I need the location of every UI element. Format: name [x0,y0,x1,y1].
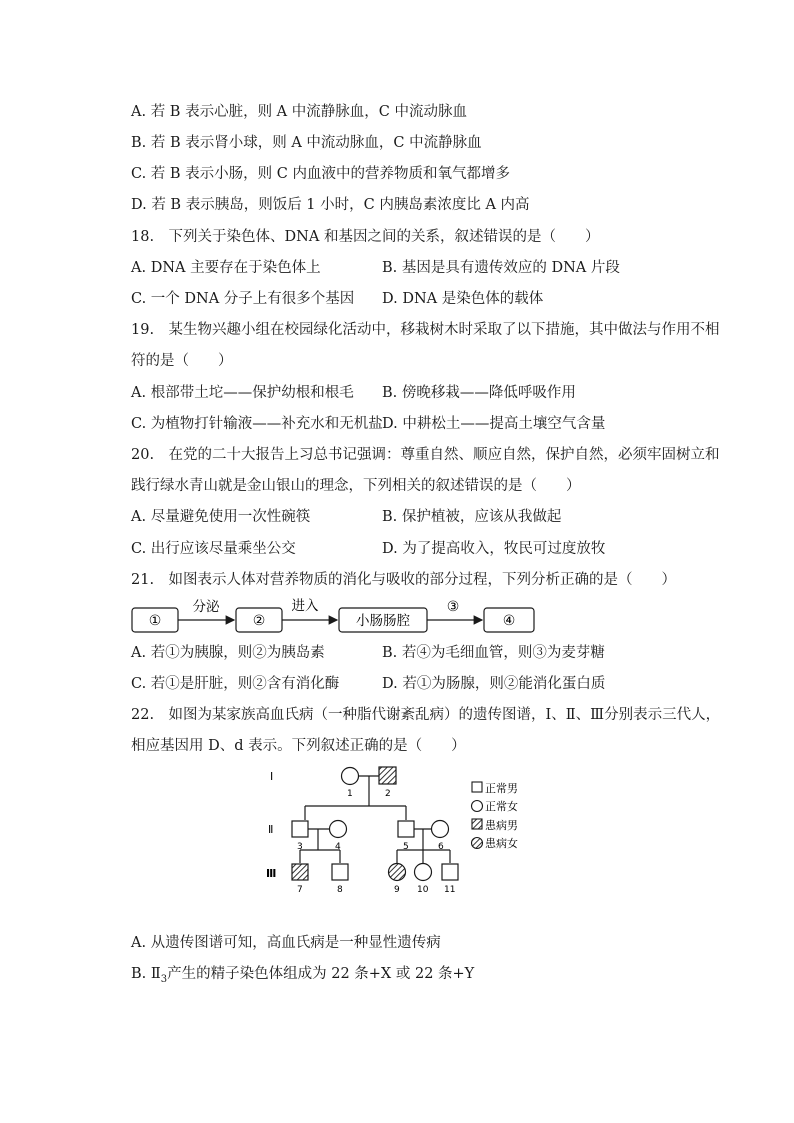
q19-option-b: B. 傍晚移栽——降低呼吸作用 [382,385,576,401]
q22-stem-line2: 相应基因用 D、d 表示。下列叙述正确的是（ ） [131,738,466,754]
q18-option-c: C. 一个 DNA 分子上有很多个基因 [131,291,355,307]
flow-box-3-label: 小肠肠腔 [356,613,410,629]
flow-arrow-1-label: 分泌 [192,599,220,615]
generation-label-1: Ⅰ [270,770,274,783]
individual-6-normal-female [432,821,449,838]
q20-option-a: A. 尽量避免使用一次性碗筷 [131,509,311,525]
q20-stem-line2: 践行绿水青山就是金山银山的理念，下列相关的叙述错误的是（ ） [131,478,581,494]
individual-4-normal-female [330,821,347,838]
individual-8-normal-male [332,864,348,880]
flow-box-4-label: ④ [502,613,516,629]
legend-normal-male-label: 正常男 [485,782,518,795]
q22-stem-line1: 22. 如图为某家族高血氏病（一种脂代谢紊乱病）的遗传图谱，Ⅰ、Ⅱ、Ⅲ分别表示三代人， [131,707,721,723]
individual-11-number: 11 [444,885,456,895]
q18-stem: 18. 下列关于染色体、DNA 和基因之间的关系，叙述错误的是（ ） [131,229,600,245]
individual-10-number: 10 [417,885,429,895]
digestion-flow-diagram [128,596,548,636]
individual-7-affected-male [292,864,308,880]
q20-option-b: B. 保护植被，应该从我做起 [382,509,562,525]
q19-option-a: A. 根部带土坨——保护幼根和根毛 [131,385,354,401]
individual-5-number: 5 [403,842,409,852]
q19-option-c: C. 为植物打针输液——补充水和无机盐 [131,416,383,432]
individual-7-number: 7 [297,885,303,895]
individual-10-normal-female [415,864,432,881]
individual-2-affected-male [379,767,396,784]
flow-arrow-3-label: ③ [446,599,460,615]
q18-option-a: A. DNA 主要存在于染色体上 [131,260,321,276]
q19-option-d: D. 中耕松土——提高土壤空气含量 [382,416,606,432]
generation-label-2: Ⅱ [268,823,274,836]
individual-3-normal-male [292,821,308,837]
q21-stem: 21. 如图表示人体对营养物质的消化与吸收的部分过程，下列分析正确的是（ ） [131,572,677,588]
individual-8-number: 8 [337,885,343,895]
legend-affected-male-label: 患病男 [485,819,518,832]
q18-option-d: D. DNA 是染色体的载体 [382,291,544,307]
q21-option-b: B. 若④为毛细血管，则③为麦芽糖 [382,645,605,661]
q21-option-a: A. 若①为胰腺，则②为胰岛素 [131,645,325,661]
q17-option-b: B. 若 B 表示肾小球，则 A 中流动脉血，C 中流静脉血 [131,135,482,151]
q22-option-b-subscript: 3 [160,973,168,985]
individual-2-number: 2 [385,789,391,799]
individual-9-number: 9 [394,885,400,895]
flow-box-2-label: ② [252,613,266,629]
individual-11-normal-male [442,864,458,880]
q20-option-c: C. 出行应该尽量乘坐公交 [131,541,296,557]
flow-arrow-2-label: 进入 [291,598,319,614]
q19-stem-line1: 19. 某生物兴趣小组在校园绿化活动中，移栽树木时采取了以下措施，其中做法与作用不相 [131,322,720,338]
q20-stem-line1: 20. 在党的二十大报告上习总书记强调：尊重自然、顺应自然，保护自然，必须牢固树立和 [131,447,720,463]
q17-option-d: D. 若 B 表示胰岛，则饭后 1 小时，C 内胰岛素浓度比 A 内高 [131,197,530,213]
q17-option-c: C. 若 B 表示小肠，则 C 内血液中的营养物质和氧气都增多 [131,166,510,182]
flow-box-1-label: ① [148,613,162,629]
individual-4-number: 4 [335,842,341,852]
q20-option-d: D. 为了提高收入，牧民可过度放牧 [382,541,606,557]
q19-stem-line2: 符的是（ ） [131,353,233,369]
q18-option-b: B. 基因是具有遗传效应的 DNA 片段 [382,260,620,276]
pedigree-chart [258,760,538,896]
legend-affected-male-symbol [472,819,482,829]
q21-option-c: C. 若①是肝脏，则②含有消化酶 [131,676,340,692]
q21-option-d: D. 若①为肠腺，则②能消化蛋白质 [382,676,606,692]
q22-option-b [131,964,474,990]
q22-option-b-prefix: B. Ⅱ [131,966,161,982]
individual-3-number: 3 [297,842,303,852]
individual-6-number: 6 [438,842,444,852]
q22-option-b-rest: 产生的精子染色体组成为 22 条+X 或 22 条+Y [167,966,475,982]
q22-option-a: A. 从遗传图谱可知，高血氏病是一种显性遗传病 [131,935,441,951]
legend-normal-female-label: 正常女 [485,800,518,813]
legend-affected-female-label: 患病女 [485,837,518,850]
individual-5-normal-male [398,821,414,837]
generation-label-3: Ⅲ [266,867,277,880]
q17-option-a: A. 若 B 表示心脏，则 A 中流静脉血，C 中流动脉血 [131,104,467,120]
individual-1-number: 1 [347,789,353,799]
legend-normal-female-symbol [472,801,483,812]
legend-affected-female-symbol [472,838,483,849]
legend-normal-male-symbol [472,782,482,792]
individual-1-normal-female [342,768,359,785]
individual-9-affected-female [389,864,406,881]
